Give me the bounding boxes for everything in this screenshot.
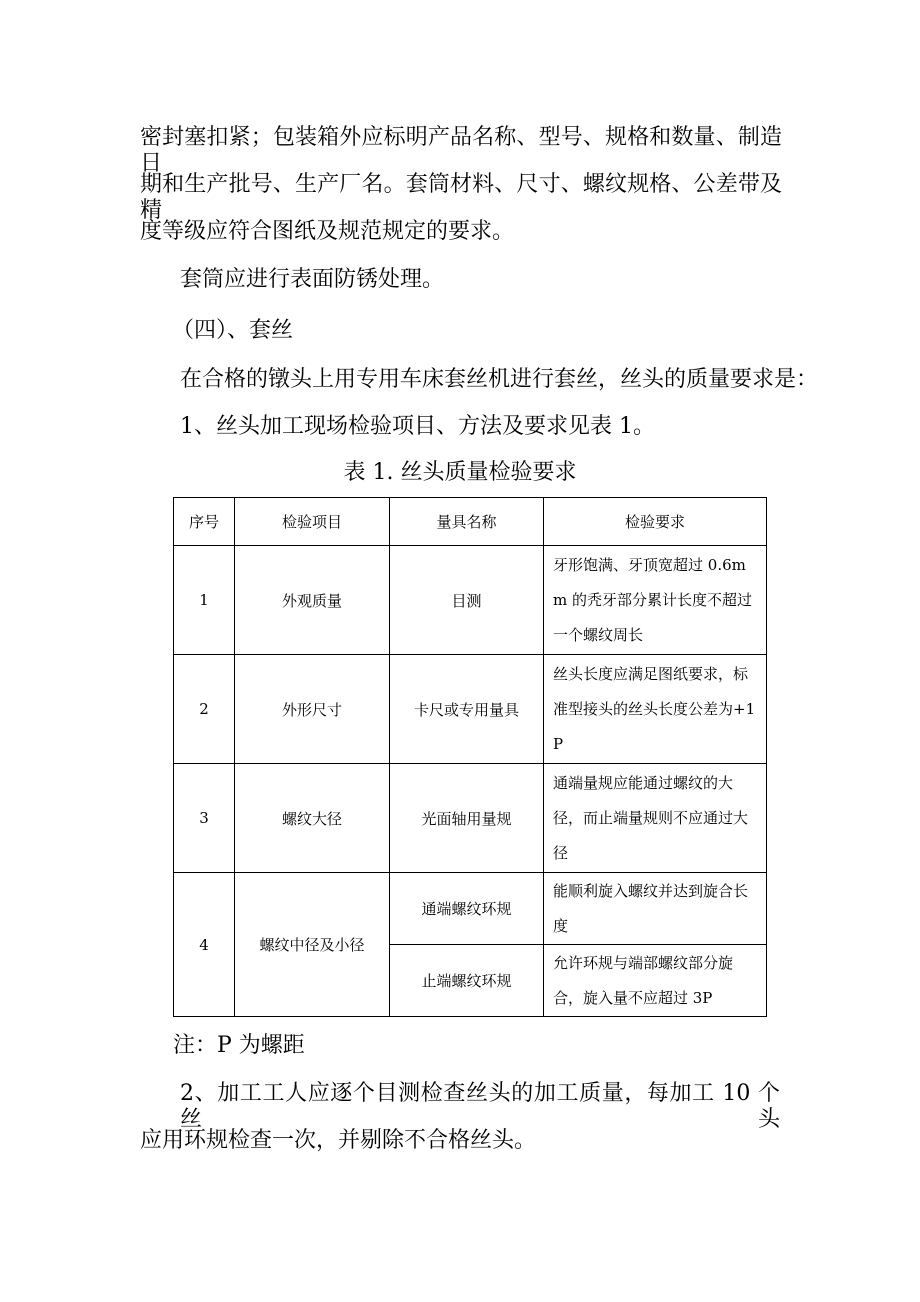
cell-item: 螺纹大径 [235, 764, 390, 873]
table-row [174, 546, 767, 655]
cell-requirement: 能顺利旋入螺纹并达到旋合长度 [544, 873, 767, 945]
table-header-row [174, 498, 767, 546]
cell-requirement: 牙形饱满、牙顶宽超过 0.6mm 的秃牙部分累计长度不超过一个螺纹周长 [544, 546, 767, 655]
paragraph-1-line-1: 密封塞扣紧；包装箱外应标明产品名称、型号、规格和数量、制造日 [140, 125, 782, 176]
table-caption: 表 1. 丝头质量检验要求 [343, 460, 577, 485]
header-no: 序号 [174, 498, 235, 546]
cell-no: 1 [174, 546, 235, 655]
paragraph-5-line-1: 2、加工工人应逐个目测检查丝头的加工质量，每加工 10 个丝头 [180, 1081, 780, 1132]
table-note: 注：P 为螺距 [173, 1033, 305, 1058]
cell-item: 螺纹中径及小径 [235, 873, 390, 1017]
table-row [174, 655, 767, 764]
paragraph-1-line-2: 期和生产批号、生产厂名。套筒材料、尺寸、螺纹规格、公差带及精 [140, 172, 782, 223]
paragraph-table-ref: 1、丝头加工现场检验项目、方法及要求见表 1。 [180, 414, 655, 439]
cell-no: 3 [174, 764, 235, 873]
cell-requirement: 丝头长度应满足图纸要求，标准型接头的丝头长度公差为+1P [544, 655, 767, 764]
table-row [174, 873, 767, 945]
header-requirement: 检验要求 [544, 498, 767, 546]
cell-tool: 光面轴用量规 [390, 764, 544, 873]
paragraph-1-line-3: 度等级应符合图纸及规范规定的要求。 [140, 219, 515, 244]
inspection-table [173, 497, 767, 1017]
paragraph-rust-treatment: 套筒应进行表面防锈处理。 [180, 267, 445, 292]
cell-tool: 止端螺纹环规 [390, 945, 544, 1017]
header-item: 检验项目 [235, 498, 390, 546]
table-row [174, 764, 767, 873]
section-heading: （四）、套丝 [172, 318, 294, 343]
cell-no: 4 [174, 873, 235, 1017]
paragraph-threading: 在合格的镦头上用专用车床套丝机进行套丝，丝头的质量要求是： [180, 367, 819, 392]
cell-requirement: 通端量规应能通过螺纹的大径，而止端量规则不应通过大径 [544, 764, 767, 873]
cell-tool: 目测 [390, 546, 544, 655]
header-tool: 量具名称 [390, 498, 544, 546]
cell-no: 2 [174, 655, 235, 764]
cell-item: 外形尺寸 [235, 655, 390, 764]
cell-item: 外观质量 [235, 546, 390, 655]
paragraph-5-line-2: 应用环规检查一次，并剔除不合格丝头。 [140, 1128, 537, 1153]
cell-tool: 通端螺纹环规 [390, 873, 544, 945]
cell-requirement: 允许环规与端部螺纹部分旋合，旋入量不应超过 3P [544, 945, 767, 1017]
cell-tool: 卡尺或专用量具 [390, 655, 544, 764]
